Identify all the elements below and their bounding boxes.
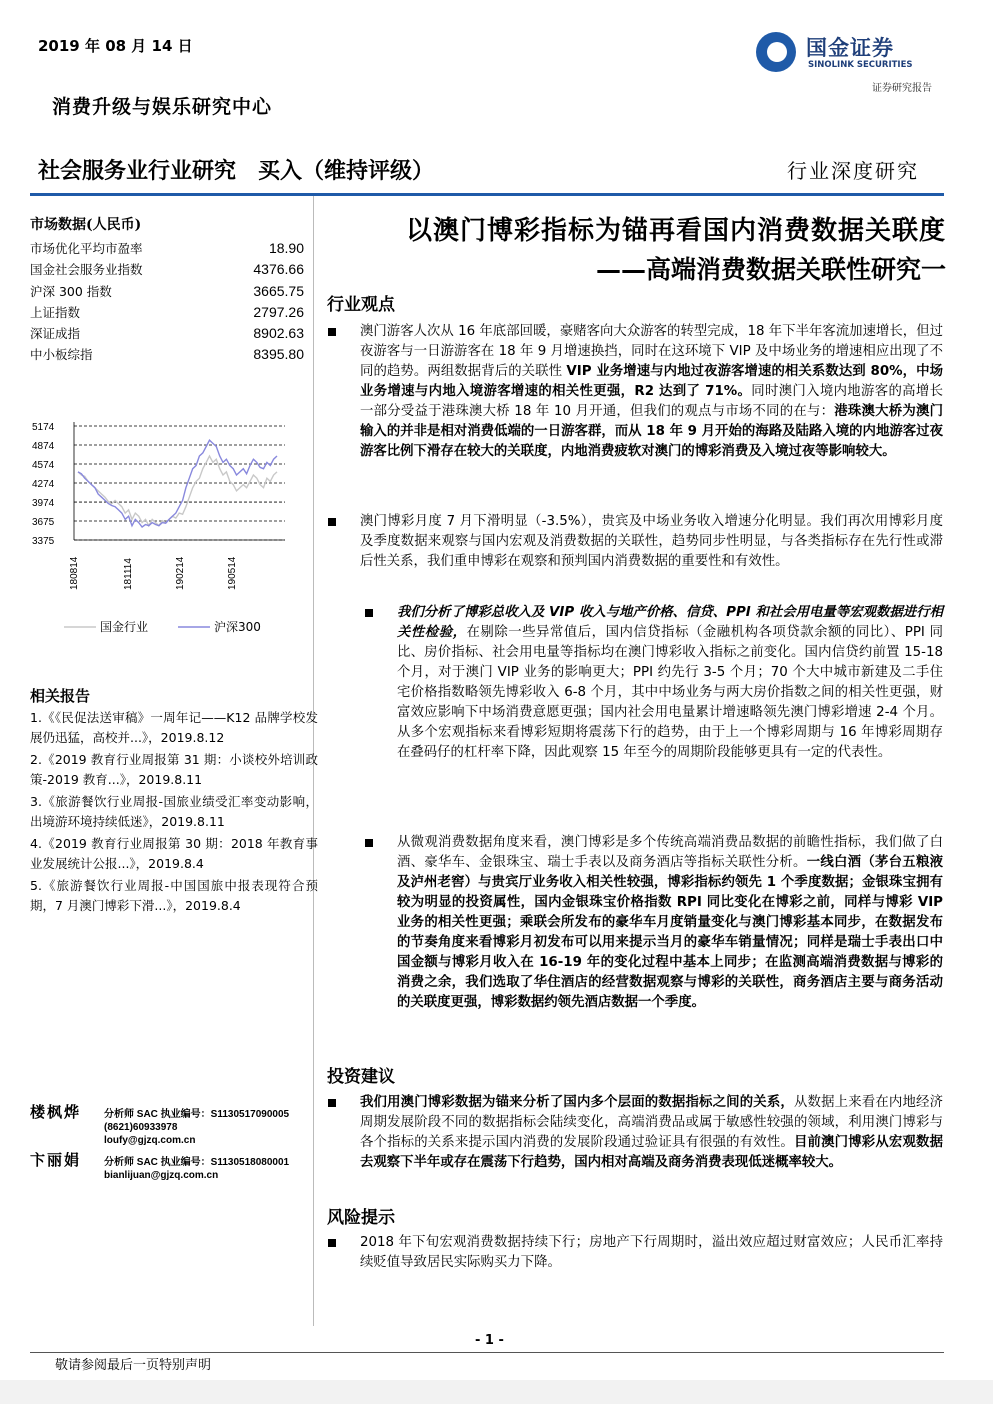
related-report-item[interactable]: 3.《旅游餐饮行业周报-国旅业绩受汇率变动影响，出境游环境持续低迷》，2019.8.11 — [30, 794, 318, 829]
bold-run: 我们用澳门博彩数据为锚来分析了国内多个层面的数据指标之间的关系， — [360, 1095, 794, 1110]
bullet-icon — [365, 609, 373, 617]
market-value: 8902.63 — [253, 325, 304, 342]
related-report-item[interactable]: 1.《《民促法送审稿》一周年记——K12 品牌学校发展仍迅猛，高校并...》，2019.8.12 — [30, 710, 318, 745]
market-label: 国金社会服务业指数 — [30, 262, 143, 278]
y-tick-label: 5174 — [32, 422, 55, 433]
series-line — [78, 456, 277, 526]
text-run: 同时澳门入境内地游客的高增长一部分受益于港珠澳大桥 18 年 10 月开通，但我们的观点与市场不同的在与： — [360, 384, 943, 419]
market-value: 3665.75 — [253, 282, 304, 299]
market-data-title: 市场数据(人民币) — [30, 217, 142, 233]
series-line — [78, 440, 277, 527]
analyst-email[interactable]: bianlijuan@gjzq.com.cn — [104, 1170, 219, 1181]
footer-band — [0, 1380, 993, 1404]
footer-divider — [30, 1352, 944, 1353]
italic-bold-run: 我们分析了博彩总收入及 VIP 收入与地产价格、信贷、PPI 和社会用电量等宏观数据进行相关性检验， — [397, 605, 943, 640]
view-paragraph-4 — [397, 833, 943, 1013]
analyst-2 — [30, 1151, 320, 1194]
bullet-icon — [328, 1239, 336, 1247]
x-tick-label: 180814 — [69, 556, 80, 590]
bold-run: 目前澳门博彩从宏观数据去观察下半年或存在震荡下行趋势，国内相对高端及商务消费表现低迷概率较大。 — [360, 1135, 944, 1170]
market-value: 18.90 — [268, 240, 304, 256]
market-data-table — [30, 238, 308, 366]
related-reports-list — [30, 708, 318, 918]
market-label: 上证指数 — [30, 304, 81, 320]
related-report-item[interactable]: 5.《旅游餐饮行业周报-中国国旅中报表现符合预期，7 月澳门博彩下滑...》，2019.8.4 — [30, 878, 318, 913]
risk-paragraph: 2018 年下旬宏观消费数据持续下行；房地产下行周期时，溢出效应超过财富效应；人民币汇率持续贬值导致居民实际购买力下降。 — [360, 1235, 943, 1270]
section-risk: 风险提示 — [327, 1208, 395, 1228]
x-tick-label: 190514 — [227, 556, 238, 590]
market-label: 中小板综指 — [30, 347, 93, 363]
section-investment: 投资建议 — [327, 1067, 395, 1087]
report-title: 以澳门博彩指标为锚再看国内消费数据关联度 — [405, 216, 946, 246]
legend-label: 沪深300 — [214, 620, 261, 634]
analyst-name: 卞丽娟 — [30, 1151, 82, 1169]
bold-run: 一线白酒（茅台五粮液及泸州老窖）与贵宾厅业务收入相关性较强，博彩指标约领先 1 个季度数据；金银珠宝拥有较为明显的投资属性，国内金银珠宝价格指数 RPI 同比变化在博彩之前，同样与博彩 VIP 业务的相关性更强；乘联会所发布的豪华车月度销量变化与澳门博彩基本同步，在数据发布的节奏角度来看博彩月初发布可以用来提示当月的豪华车销量情况；同样是瑞士手表出口中国金额与博彩月收入在 16-19 年的变化过程中基本上同步；在监测高端消费数据与博彩的消费之余，我们选取了华住酒店的经营数据观察与博彩的关联性，商务酒店主要与商务活动的关联度更强，博彩数据约领先酒店数据一个季度。 — [397, 855, 944, 1010]
report-label: 证券研究报告 — [872, 83, 932, 94]
market-row — [30, 344, 308, 365]
logo-cn-text: 国金证券 — [806, 36, 894, 60]
market-row — [30, 302, 308, 323]
analyst-info — [104, 1156, 289, 1182]
analyst-1 — [30, 1103, 320, 1154]
bullet-icon — [328, 328, 336, 336]
view-paragraph-1 — [360, 322, 943, 462]
bold-run: 港珠澳大桥为澳门输入的并非是相对消费低端的一日游客群，而从 18 年 9 月开始的海路及陆路入境的内地游客过夜游客比例下滑存在较大的关联度，内地消费疲软对澳门的博彩消费及入境过夜等影响较大。 — [360, 404, 943, 459]
analyst-email[interactable]: loufy@gjzq.com.cn — [104, 1135, 196, 1146]
related-report-item[interactable]: 2.《2019 教育行业周报第 31 期：小谈校外培训政策-2019 教育...》，2019.8.11 — [30, 752, 318, 787]
market-row — [30, 259, 308, 280]
logo-en-text: SINOLINK SECURITIES — [808, 60, 913, 70]
y-tick-label: 4874 — [32, 441, 55, 453]
industry-rating — [38, 154, 434, 185]
report-type: 行业深度研究 — [787, 159, 919, 183]
page-number: - 1 - — [475, 1333, 504, 1348]
market-value: 4376.66 — [253, 261, 304, 278]
x-tick-label: 190214 — [175, 556, 186, 590]
bullet-icon — [328, 518, 336, 526]
industry-name: 社会服务业行业研究 — [38, 159, 237, 184]
market-label: 市场优化平均市盈率 — [30, 241, 143, 256]
header-divider — [30, 193, 944, 196]
bullet-icon — [365, 839, 373, 847]
market-label: 深证成指 — [30, 326, 81, 342]
view-paragraph-3 — [397, 603, 943, 763]
y-tick-label: 3974 — [32, 498, 55, 510]
market-value: 8395.80 — [253, 346, 304, 363]
text-run: 从微观消费数据角度来看，澳门博彩是多个传统高端消费品数据的前瞻性指标，我们做了白酒、豪华车、金银珠宝、瑞士手表以及商务酒店等指标关联性分析。 — [397, 835, 943, 870]
analyst-info — [104, 1108, 289, 1147]
rating: 买入（维持评级） — [258, 159, 435, 184]
index-line-chart — [30, 412, 310, 647]
related-report-item[interactable]: 4.《2019 教育行业周报第 30 期：2018 年教育事业发展统计公报...》，2019.8.4 — [30, 836, 318, 871]
bullet-icon — [328, 1099, 336, 1107]
related-reports-title: 相关报告 — [30, 687, 91, 705]
analyst-name: 楼枫烨 — [30, 1103, 82, 1121]
research-center: 消费升级与娱乐研究中心 — [52, 96, 273, 118]
bold-run: VIP 业务增速与内地过夜游客增速的相关系数达到 80%，中场业务增速与内地入境游客增速的相关性更强，R2 达到了 71%。 — [360, 364, 943, 399]
view-paragraph-2: 澳门博彩月度 7 月下滑明显（-3.5%），贵宾及中场业务收入增速分化明显。我们再次用博彩月度及季度数据来观察与国内宏观及消费数据的关联性，趋势同步性明显，与各类指标存在先行性或滞后性关系，我们重申博彩在观察和预判国内消费数据的重要性和有效性。 — [360, 514, 943, 569]
analyst-sac: 分析师 SAC 执业编号：S1130518080001 — [104, 1157, 290, 1168]
market-row — [30, 238, 308, 259]
y-tick-label: 3375 — [32, 536, 55, 547]
analyst-phone: (8621)60933978 — [104, 1122, 178, 1133]
logo-mark-icon — [756, 32, 796, 72]
disclaimer-note: 敬请参阅最后一页特别声明 — [55, 1358, 212, 1373]
x-tick-label: 181114 — [123, 558, 134, 590]
text-run: 澳门游客人次从 16 年底部回暖，豪赌客向大众游客的转型完成，18 年下半年客流加速增长，但过夜游客与一日游游客在 18 年 9 月增速换挡，同时在这环境下 VIP 及中场业务的增速相应出现了不同的趋势。两组数据背后的关联性 — [360, 324, 943, 379]
report-date: 2019 年 08 月 14 日 — [38, 37, 193, 55]
market-data-panel — [30, 214, 308, 366]
market-row — [30, 281, 308, 302]
legend-label: 国金行业 — [100, 620, 149, 634]
market-value: 2797.26 — [253, 303, 304, 320]
y-tick-label: 4574 — [32, 460, 55, 472]
report-subtitle: ——高端消费数据关联性研究一 — [595, 255, 946, 284]
y-tick-label: 3675 — [32, 516, 55, 528]
investment-paragraph — [360, 1093, 943, 1173]
company-logo — [756, 30, 946, 74]
section-industry-view: 行业观点 — [327, 295, 395, 315]
text-run: 在剔除一些异常值后，国内信贷指标（金融机构各项贷款余额的同比）、PPI 同比、房价指标、社会用电量等指标均在澳门博彩收入指标之前变化。国内信贷约前置 15-18 个月，对于澳门 VIP 业务的影响更大；PPI 约先行 3-5 个月；70 个大中城市新建及二手住宅价格指数略领先博彩收入 6-8 个月，其中中场业务与两大房价指数之间的相关性更强，财富效应影响下中场消费意愿更强；国内社会用电量累计增速略领先澳门博彩增速 2-4 个月。从多个宏观指标来看博彩短期将震荡下行的趋势，由于上一个博彩周期与 16 年博彩周期存在叠码仔的杠杆率下降，因此观察 15 年至今的周期阶段能够更具有一定的代表性。 — [397, 625, 944, 760]
text-run: 从数据上来看在内地经济周期发展阶段不同的数据指标会陆续变化，高端消费品或属于敏感性较强的领域，利用澳门博彩与各个指标的关系来提示国内消费的发展阶段通过验证具有很强的有效性。 — [360, 1095, 944, 1150]
market-row — [30, 323, 308, 344]
y-tick-label: 4274 — [32, 479, 55, 491]
market-label: 沪深 300 指数 — [30, 283, 112, 299]
analyst-sac: 分析师 SAC 执业编号：S1130517090005 — [104, 1109, 290, 1120]
